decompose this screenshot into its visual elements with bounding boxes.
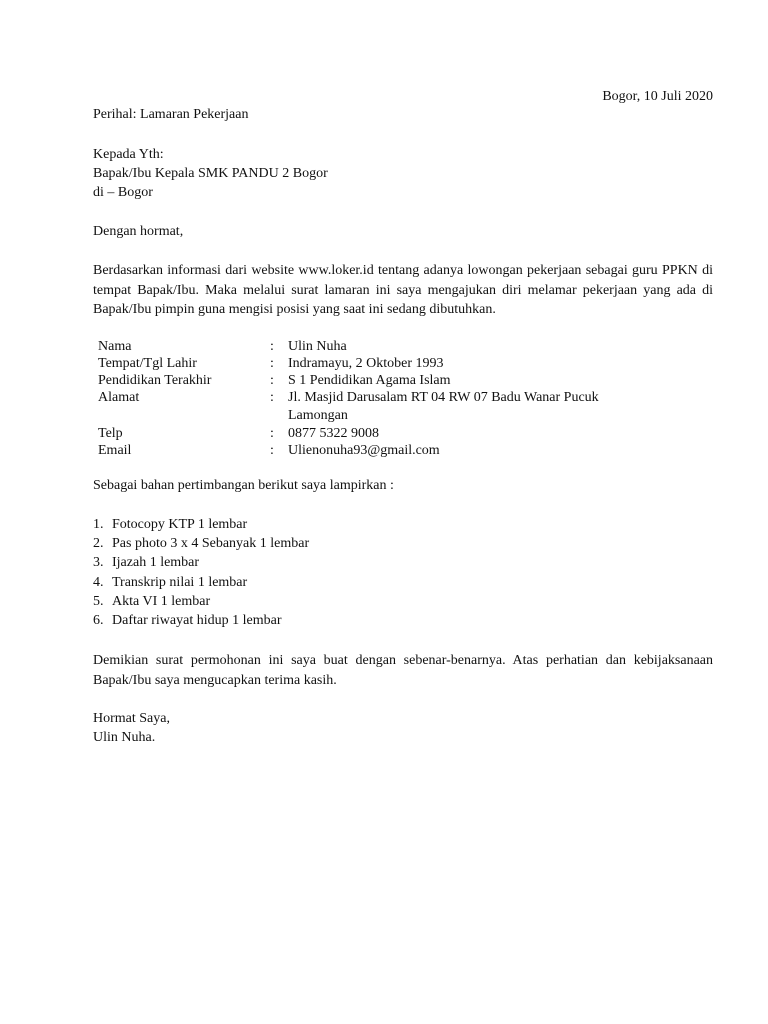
field-label: Nama	[98, 339, 132, 354]
attachment-item	[93, 554, 199, 572]
list-text: Pas photo 3 x 4 Sebanyak 1 lembar	[112, 536, 310, 551]
field-label: Alamat	[98, 390, 140, 405]
closing-paragraph: Demikian surat permohonan ini saya buat dengan sebenar-benarnya. Atas perhatian dan kebijaksanaan Bapak/Ibu saya mengucapkan terima kasih.	[93, 653, 713, 688]
field-value: Ulin Nuha	[288, 339, 347, 354]
recipient-place: di – Bogor	[93, 185, 153, 200]
sign-off: Hormat Saya,	[93, 711, 170, 726]
field-separator: :	[270, 339, 274, 354]
salutation: Dengan hormat,	[93, 224, 184, 239]
list-number: 4.	[93, 575, 104, 590]
list-text: Daftar riwayat hidup 1 lembar	[112, 613, 282, 628]
field-label: Email	[98, 443, 132, 458]
field-label: Pendidikan Terakhir	[98, 373, 212, 388]
attachment-item	[93, 535, 309, 553]
intro-paragraph: Berdasarkan informasi dari website www.loker.id tentang adanya lowongan pekerjaan sebagai guru PPKN di tempat Bapak/Ibu. Maka melalui surat lamaran ini saya mengajukan diri melamar pekerjaan yang ada di Bapak/Ibu pimpin guna mengisi posisi yang saat ini sedang dibutuhkan.	[93, 263, 713, 317]
field-value: Jl. Masjid Darusalam RT 04 RW 07 Badu Wanar Pucuk Lamongan	[288, 390, 599, 423]
field-separator: :	[270, 356, 274, 371]
recipient-name: Bapak/Ibu Kepala SMK PANDU 2 Bogor	[93, 166, 328, 181]
signer-name: Ulin Nuha.	[93, 730, 156, 745]
attachment-item	[93, 574, 247, 592]
field-separator: :	[270, 373, 274, 388]
list-number: 3.	[93, 555, 104, 570]
attachments-intro: Sebagai bahan pertimbangan berikut saya lampirkan :	[93, 478, 394, 493]
field-label: Telp	[98, 426, 123, 441]
attachment-item	[93, 593, 210, 611]
list-text: Fotocopy KTP 1 lembar	[112, 517, 248, 532]
letter-subject: Perihal: Lamaran Pekerjaan	[93, 107, 249, 122]
list-number: 6.	[93, 613, 104, 628]
attachment-item	[93, 516, 247, 534]
field-value: Indramayu, 2 Oktober 1993	[288, 356, 444, 371]
list-text: Ijazah 1 lembar	[112, 555, 200, 570]
field-label: Tempat/Tgl Lahir	[98, 356, 197, 371]
field-separator: :	[270, 426, 274, 441]
letter-date: Bogor, 10 Juli 2020	[602, 89, 713, 104]
field-value: S 1 Pendidikan Agama Islam	[288, 373, 451, 388]
recipient-greeting: Kepada Yth:	[93, 147, 164, 162]
attachment-item	[93, 612, 282, 630]
field-separator: :	[270, 390, 274, 405]
field-value: Ulienonuha93@gmail.com	[288, 443, 440, 458]
list-number: 5.	[93, 594, 104, 609]
field-value: 0877 5322 9008	[288, 426, 379, 441]
list-number: 2.	[93, 536, 104, 551]
list-number: 1.	[93, 517, 104, 532]
list-text: Transkrip nilai 1 lembar	[112, 575, 248, 590]
list-text: Akta VI 1 lembar	[112, 594, 211, 609]
field-separator: :	[270, 443, 274, 458]
